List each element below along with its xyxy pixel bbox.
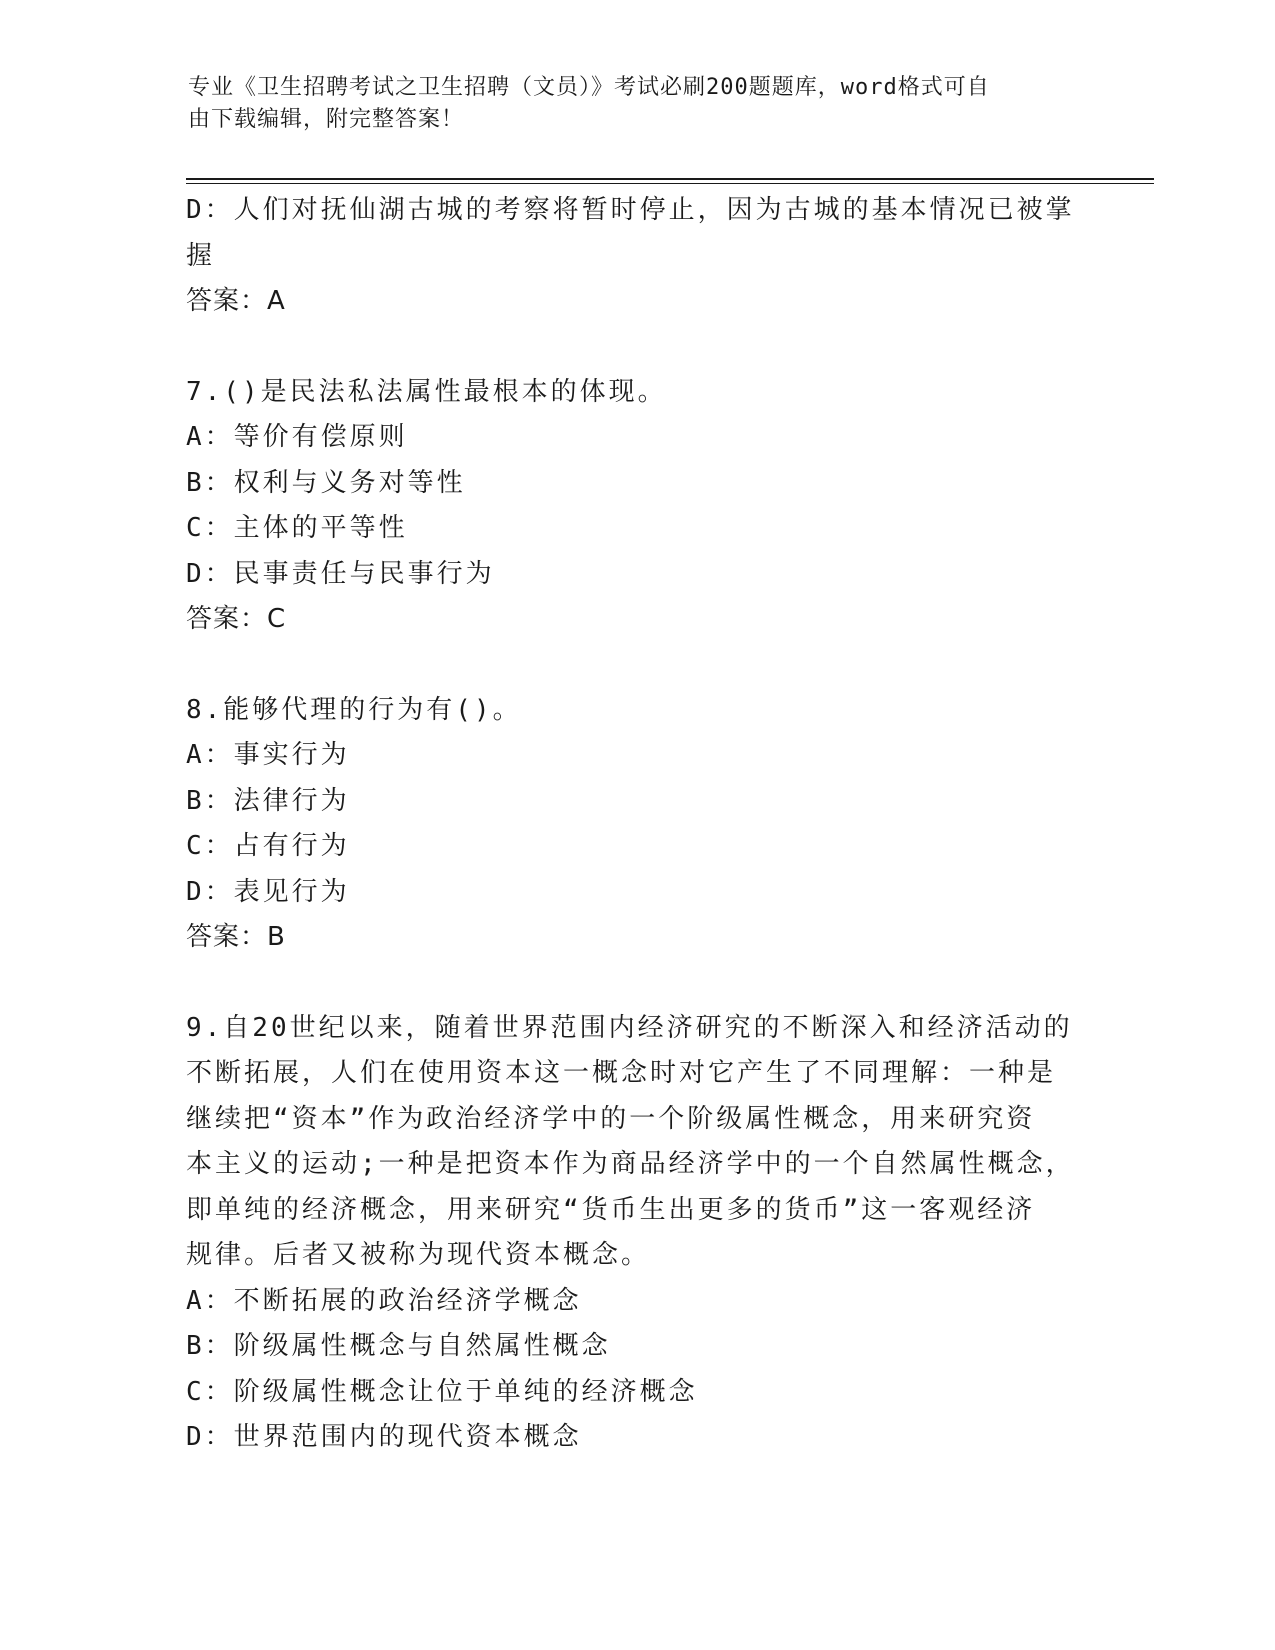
question-content (186, 188, 1076, 1461)
question-title-line-3: 继续把“资本”作为政治经济学中的一个阶级属性概念，用来研究资 (186, 1103, 1036, 1134)
option-d-continued: 握 (186, 240, 216, 271)
option-a: A：事实行为 (186, 740, 350, 770)
option-a: A：不断拓展的政治经济学概念 (186, 1285, 582, 1316)
header-divider-thick (186, 178, 1154, 180)
option-a: A：等价有偿原则 (186, 422, 408, 452)
question-8 (186, 688, 1076, 961)
question-title-line-2: 不断拓展，人们在使用资本这一概念时对它产生了不同理解：一种是 (186, 1058, 1057, 1088)
option-b: B：阶级属性概念与自然属性概念 (186, 1331, 611, 1361)
header-line-1: 专业《卫生招聘考试之卫生招聘（文员）》考试必刷200题题库，word格式可自 (188, 75, 990, 100)
option-d: D：民事责任与民事行为 (186, 558, 495, 589)
question-title-line-4: 本主义的运动;一种是把资本作为商品经济学中的一个自然属性概念， (186, 1149, 1075, 1179)
option-c: C：阶级属性概念让位于单纯的经济概念 (186, 1376, 698, 1407)
option-c: C：占有行为 (186, 831, 350, 861)
option-d: D：世界范围内的现代资本概念 (186, 1422, 582, 1452)
header-line-2: 由下载编辑，附完整答案！ (188, 107, 465, 132)
option-b: B：法律行为 (186, 785, 350, 816)
question-7 (186, 370, 1076, 643)
answer-label: 答案：B (186, 922, 286, 952)
answer-label: 答案：C (186, 604, 287, 634)
header-divider-thin (186, 183, 1154, 184)
option-d: D：人们对抚仙湖古城的考察将暂时停止，因为古城的基本情况已被掌 (186, 195, 1075, 225)
question-title: 8.能够代理的行为有()。 (186, 694, 522, 725)
question-title-line-1: 9.自20世纪以来，随着世界范围内经济研究的不断深入和经济活动的 (186, 1012, 1073, 1043)
option-b: B：权利与义务对等性 (186, 467, 466, 498)
question-title-line-5: 即单纯的经济概念，用来研究“货币生出更多的货币”这一客观经济 (186, 1194, 1036, 1225)
document-header (188, 72, 1068, 136)
question-title: 7.()是民法私法属性最根本的体现。 (186, 376, 667, 407)
question-title-line-6: 规律。后者又被称为现代资本概念。 (186, 1240, 651, 1270)
option-d: D：表见行为 (186, 876, 350, 907)
answer-label: 答案：A (186, 286, 286, 316)
option-c: C：主体的平等性 (186, 513, 408, 543)
previous-question-tail (186, 188, 1076, 325)
question-9 (186, 1006, 1076, 1461)
